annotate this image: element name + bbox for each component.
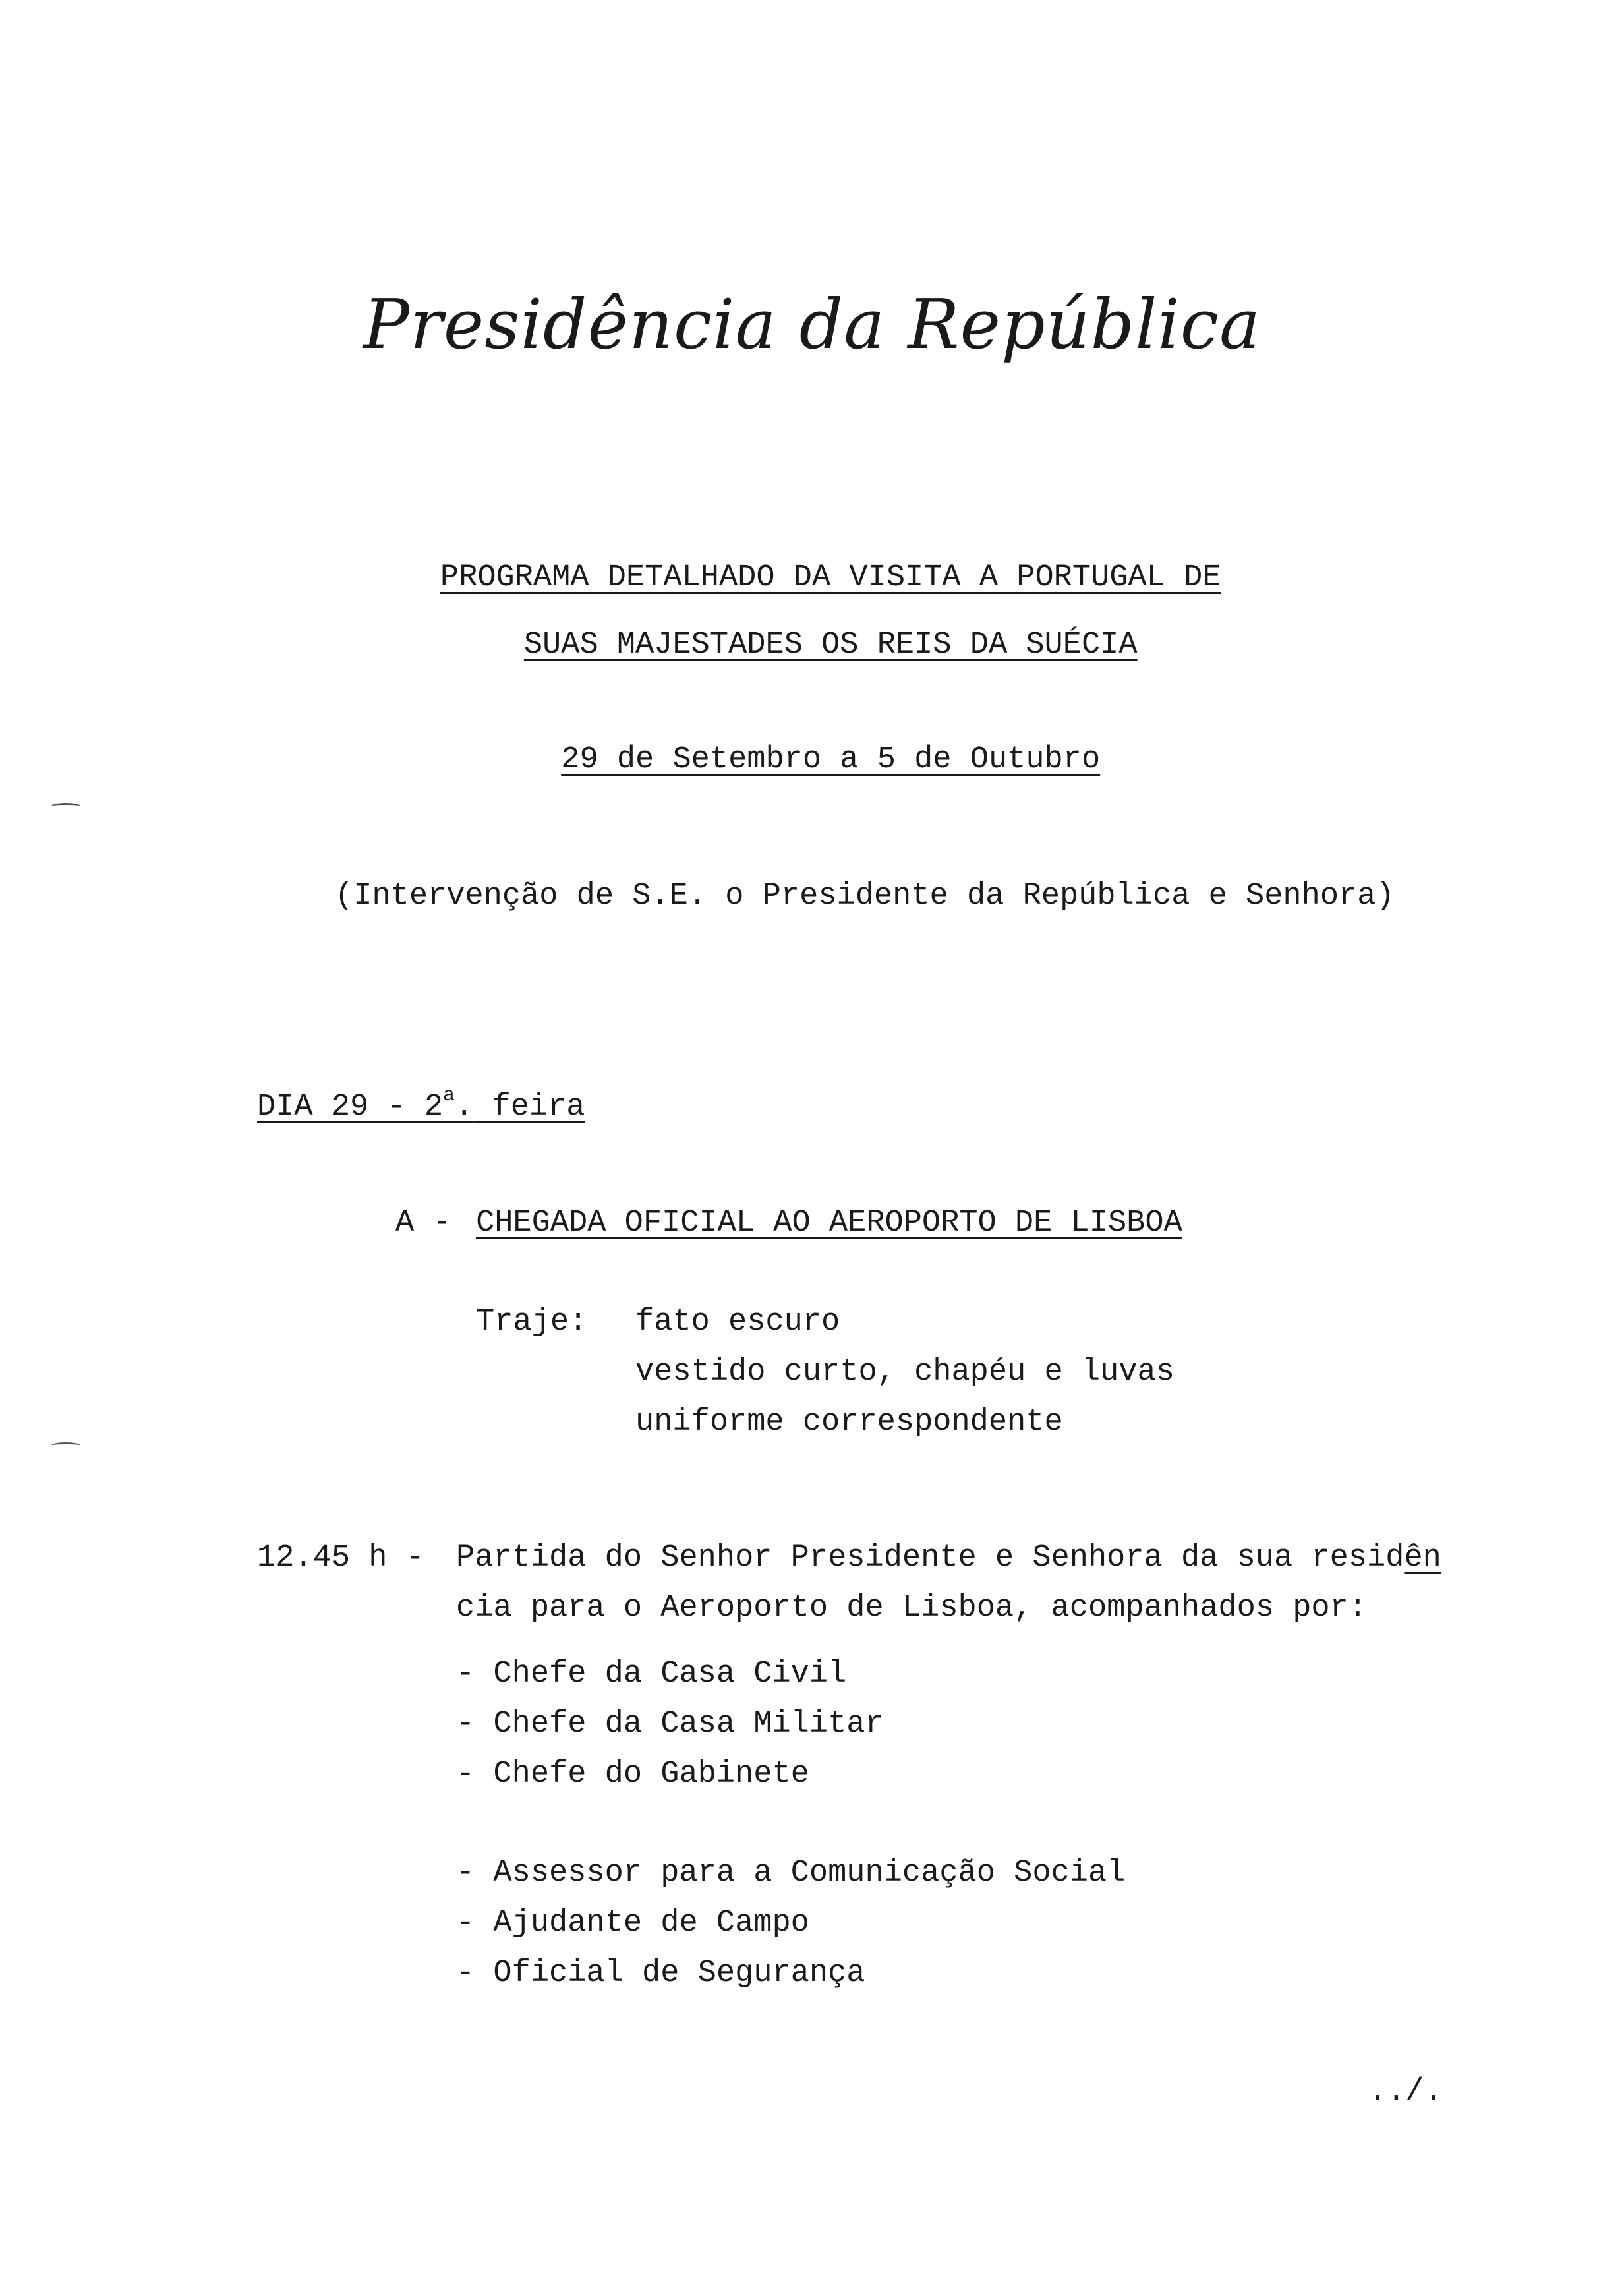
section-a-label: A - [395, 1206, 451, 1241]
day-heading [257, 1084, 585, 1125]
companion-item-3: - Chefe do Gabinete [456, 1757, 809, 1792]
continuation-mark: ../. [1368, 2074, 1443, 2109]
day-prefix: DIA 29 - 2 [257, 1090, 444, 1125]
entry-time: 12.45 h - [257, 1541, 424, 1575]
day-ordinal-sup: a [443, 1084, 455, 1107]
margin-mark-top [51, 803, 80, 809]
entry-text-line-2: cia para o Aeroporto de Lisboa, acompanhados por: [456, 1591, 1368, 1626]
entry-text-line-1-tail: ên [1404, 1541, 1441, 1575]
day-dot: . [455, 1090, 474, 1125]
dress-item-3: uniforme correspondente [635, 1405, 1063, 1440]
title-line-2: SUAS MAJESTADES OS REIS DA SUÉCIA [523, 628, 1138, 662]
companion-item-6: - Oficial de Segurança [456, 1956, 865, 1991]
dress-item-1: fato escuro [635, 1305, 840, 1339]
companion-item-5: - Ajudante de Campo [456, 1906, 809, 1941]
companion-item-4: - Assessor para a Comunicação Social [456, 1856, 1126, 1891]
entry-text-line-1-main: Partida do Senhor Presidente e Senhora da sua resid [456, 1541, 1405, 1575]
companion-item-2: - Chefe da Casa Militar [456, 1707, 884, 1742]
letterhead: Presidência da República [363, 284, 1261, 365]
title-dates: 29 de Setembro a 5 de Outubro [561, 742, 1101, 777]
margin-mark-bottom [51, 1442, 80, 1448]
section-a-title: CHEGADA OFICIAL AO AEROPORTO DE LISBOA [476, 1206, 1182, 1241]
entry-text-line-1 [456, 1543, 1441, 1573]
title-line-2-wrap [0, 599, 1624, 661]
title-line-1: PROGRAMA DETALHADO DA VISITA A PORTUGAL DE [440, 560, 1221, 595]
title-line-1-wrap [0, 531, 1624, 593]
title-dates-wrap [0, 713, 1624, 775]
companion-item-1: - Chefe da Casa Civil [456, 1657, 847, 1691]
dress-label: Traje: [476, 1305, 588, 1339]
day-suffix: feira [473, 1090, 585, 1125]
intervention-note: (Intervenção de S.E. o Presidente da República e Senhora) [335, 879, 1395, 914]
dress-item-2: vestido curto, chapéu e luvas [635, 1355, 1174, 1390]
